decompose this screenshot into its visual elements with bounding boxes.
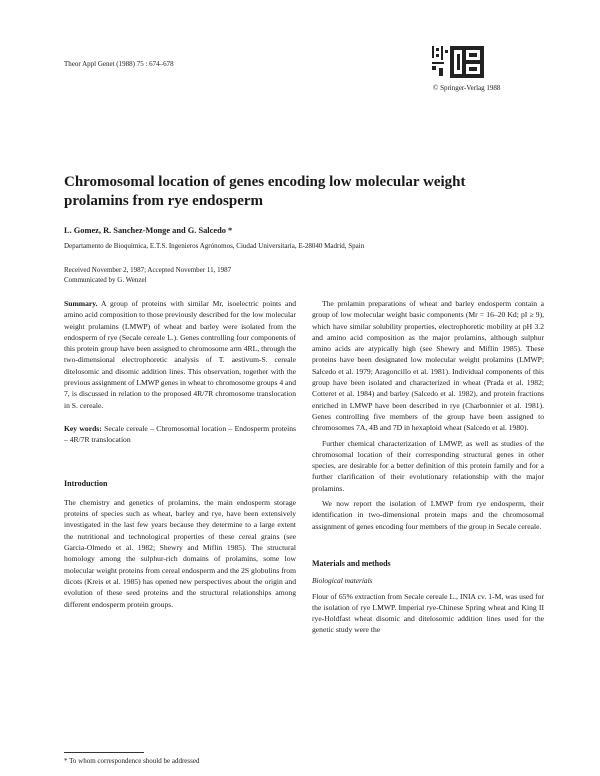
received-date: Received November 2, 1987; Accepted November 11, 1987 [64, 266, 232, 274]
footnote-rule [64, 752, 144, 753]
springer-logo-icon [430, 44, 486, 80]
biological-materials-heading: Biological materials [312, 576, 373, 586]
biological-materials-text: Flour of 65% extraction from Secale cereale L., INIA cv. 1-M, was used for the isolation of rye LMWP. Imperial rye-Chinese Spring wheat and King II rye-Holdfast wheat disomic and ditelosomic addition lines used for the genetic study were the [312, 591, 544, 635]
springer-logo [430, 44, 486, 85]
keywords [64, 423, 296, 446]
authors: L. Gomez, R. Sanchez-Monge and G. Salcedo * [64, 226, 233, 235]
affiliation: Departamento de Bioquímica, E.T.S. Ingenieros Agrónomos, Ciudad Universitaria, E-28040 Madrid, Spain [64, 242, 365, 250]
publisher-copyright: © Springer-Verlag 1988 [433, 84, 501, 92]
keywords-text: Secale cereale – Chromosomal location – Endosperm proteins – 4R/7R translocation [64, 423, 296, 445]
title-line-2: prolamins from rye endosperm [64, 193, 264, 209]
paragraph-1: The prolamin preparations of wheat and barley endosperm contain a group of low molecular weight basic components (Mr = 16–20 Kd; pI ≥ 9), which have similar solubility properties, electrophoretic mobility at pH 3.2 and amino acid composition as the major prolamins, although sulphur amino acids are atypically high (see Shewry and Miflin 1985). These proteins have been designated low molecular weight prolamins (LMWP; Salcedo et al. 1979; Aragoncillo et al. 1981). Individual components of this group have been isolated and characterized in wheat (Prada et al. 1982; Cotteret et al. 1984) and barley (Salcedo et al. 1982), and protein fractions enriched in LMWP have been described in rye (Charbonnier et al. 1981). Genes controlling five members of the group have been assigned to chromosomes 7A, 4B and 7D in hexaploid wheat (Salcedo et al. 1980). [312, 299, 544, 433]
summary-text: A group of proteins with similar Mr, isoelectric points and amino acid composition to those previously described for the low molecular weight prolamins (LMWP) of wheat and barley were isolated from the endosperm of rye (Secale cereale L.). Genes controlling four components of this protein group have been assigned to chromosome arm 4RL, through the two-dimensional electrophoretic analysis of T. aestivum-S. cereale ditelosomic and disomic addition lines. This observation, together with the previous assignment of LMWP genes in wheat to chromosome groups 4 and 7, is discussed in relation to the proposed 4R/7R chromosome translocation in S. cereale. [64, 299, 296, 410]
methods-heading: Materials and methods [312, 558, 391, 568]
summary-label: Summary. [64, 299, 98, 308]
introduction-text: The chemistry and genetics of prolamins, the main endosperm storage proteins of species such as wheat, barley and rye, have been extensively investigated in the last few years because they determine to a large extent the nutritional and technological properties of these cereal grains (see Garcia-Olmedo et al. 1982; Shewry and Miflin 1985). The structural homology among the sulphur-rich domains of prolamins, some low molecular weight proteins from cereal endosperm and the 2S globulins from dicots (Kreis et al. 1985) has opened new perspectives about the origin and evolution of these seed proteins and the structural relationships among different endosperm protein groups. [64, 497, 296, 609]
journal-reference: Theor Appl Genet (1988) 75 : 674–678 [64, 60, 174, 68]
article-title [64, 173, 544, 211]
paragraph-3: We now report the isolation of LMWP from rye endosperm, their identification in two-dimensional protein maps and the chromosomal assignment of genes encoding four members of the group in Secale cereale. [312, 499, 544, 531]
introduction-heading: Introduction [64, 478, 108, 488]
right-column [312, 298, 544, 636]
summary [64, 298, 296, 411]
paragraph-2: Further chemical characterization of LMWP, as well as studies of the chromosomal location of their corresponding structural genes in other species, are desirable for a better definition of this protein family and for a further clarification of their evolutionary relationship with the major prolamins. [312, 438, 544, 493]
communicated-by: Communicated by G. Wenzel [64, 276, 147, 284]
left-column [64, 298, 296, 610]
title-line-1: Chromosomal location of genes encoding low molecular weight [64, 174, 466, 190]
footnote: * To whom correspondence should be addressed [64, 757, 200, 765]
keywords-label: Key words: [64, 423, 102, 433]
